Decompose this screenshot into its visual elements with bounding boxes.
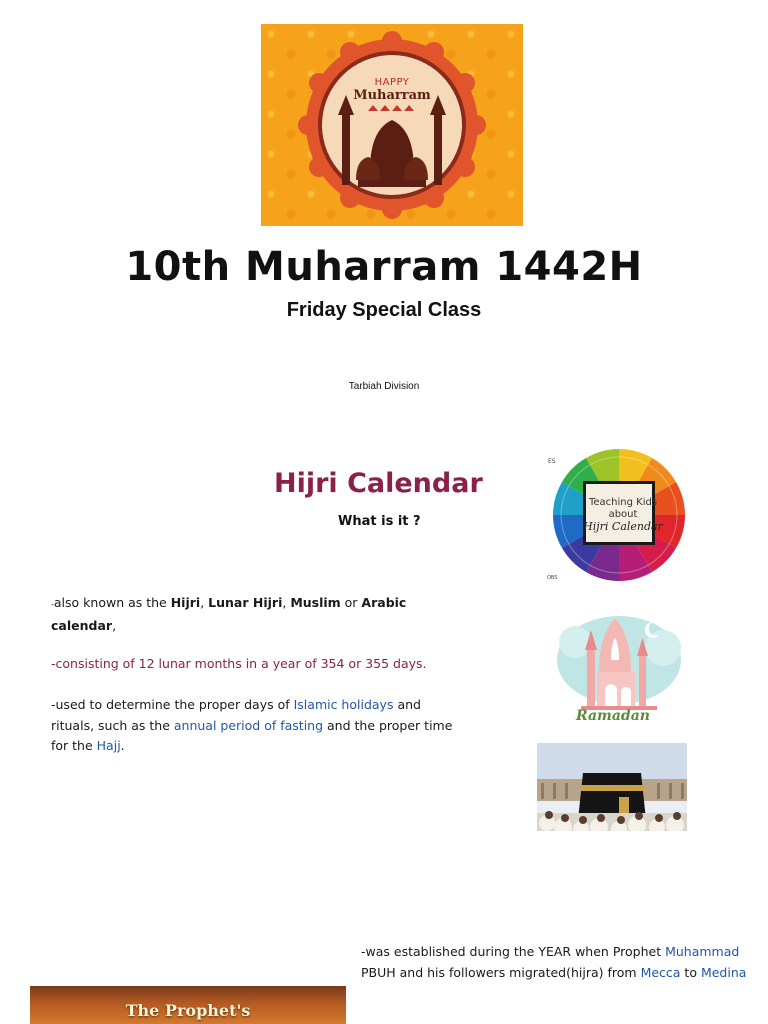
wheel-caption-line1: Teaching Kids: [588, 497, 658, 508]
mosque-frame-illustration: [261, 24, 523, 226]
wheel-caption: [581, 497, 665, 533]
text: ,: [282, 595, 291, 610]
page-title: 10th Muharram 1442H: [125, 244, 643, 290]
wheel-caption-line3: Hijri Calendar: [583, 520, 663, 533]
term-hijri: Hijri: [170, 595, 201, 610]
page-subtitle: Friday Special Class: [286, 299, 482, 321]
paragraph-also-known-as: [51, 593, 461, 636]
text: PBUH and his followers migrated(hijra) from: [361, 964, 641, 980]
annual-fasting-link[interactable]: annual period of fasting: [173, 717, 324, 733]
dash: -: [51, 600, 54, 609]
ramadan-label: Ramadan: [576, 708, 650, 724]
division-label: Tarbiah Division: [348, 381, 420, 392]
happy-muharram-banner: [261, 24, 523, 226]
muhammad-link[interactable]: Muhammad: [665, 944, 740, 959]
text: ,: [112, 617, 117, 633]
text: .: [120, 738, 125, 753]
prophets-banner-title: The Prophet's: [125, 1001, 251, 1020]
text: -used to determine the proper days of: [51, 697, 294, 712]
mecca-link[interactable]: Mecca: [640, 964, 681, 980]
islamic-holidays-link[interactable]: Islamic holidays: [293, 697, 394, 712]
wheel-corner-label-obs: OBS: [547, 575, 558, 581]
paragraph-established: [361, 942, 761, 983]
text: or: [340, 595, 362, 610]
text: and the proper time for the: [51, 717, 453, 753]
medina-link[interactable]: Medina: [700, 964, 747, 980]
text: to: [680, 964, 701, 980]
wheel-corner-label-es: ES: [548, 458, 556, 465]
paragraph-used-to-determine: [51, 695, 461, 757]
text: also known as the: [53, 595, 171, 610]
hajj-link[interactable]: Hajj: [96, 738, 121, 753]
term-arabic-calendar: Arabic calendar: [51, 595, 407, 633]
paragraph-lunar-months: -consisting of 12 lunar months in a year of 354 or 355 days.: [51, 656, 427, 671]
wheel-caption-line2: about: [608, 509, 638, 520]
section-subtitle: What is it ?: [338, 514, 421, 529]
text: ,: [200, 595, 209, 610]
prophets-banner: [30, 986, 346, 1024]
kaaba-photo: [537, 743, 687, 844]
section-title: Hijri Calendar: [274, 468, 483, 499]
banner-happy-text: HAPPY: [374, 77, 410, 88]
term-muslim: Muslim: [290, 595, 341, 610]
banner-muharram-text: Muharram: [353, 88, 431, 103]
term-lunar-hijri: Lunar Hijri: [208, 595, 283, 610]
text: and rituals, such as the: [51, 697, 421, 733]
text: -was established during the YEAR when Prophet: [361, 944, 666, 959]
